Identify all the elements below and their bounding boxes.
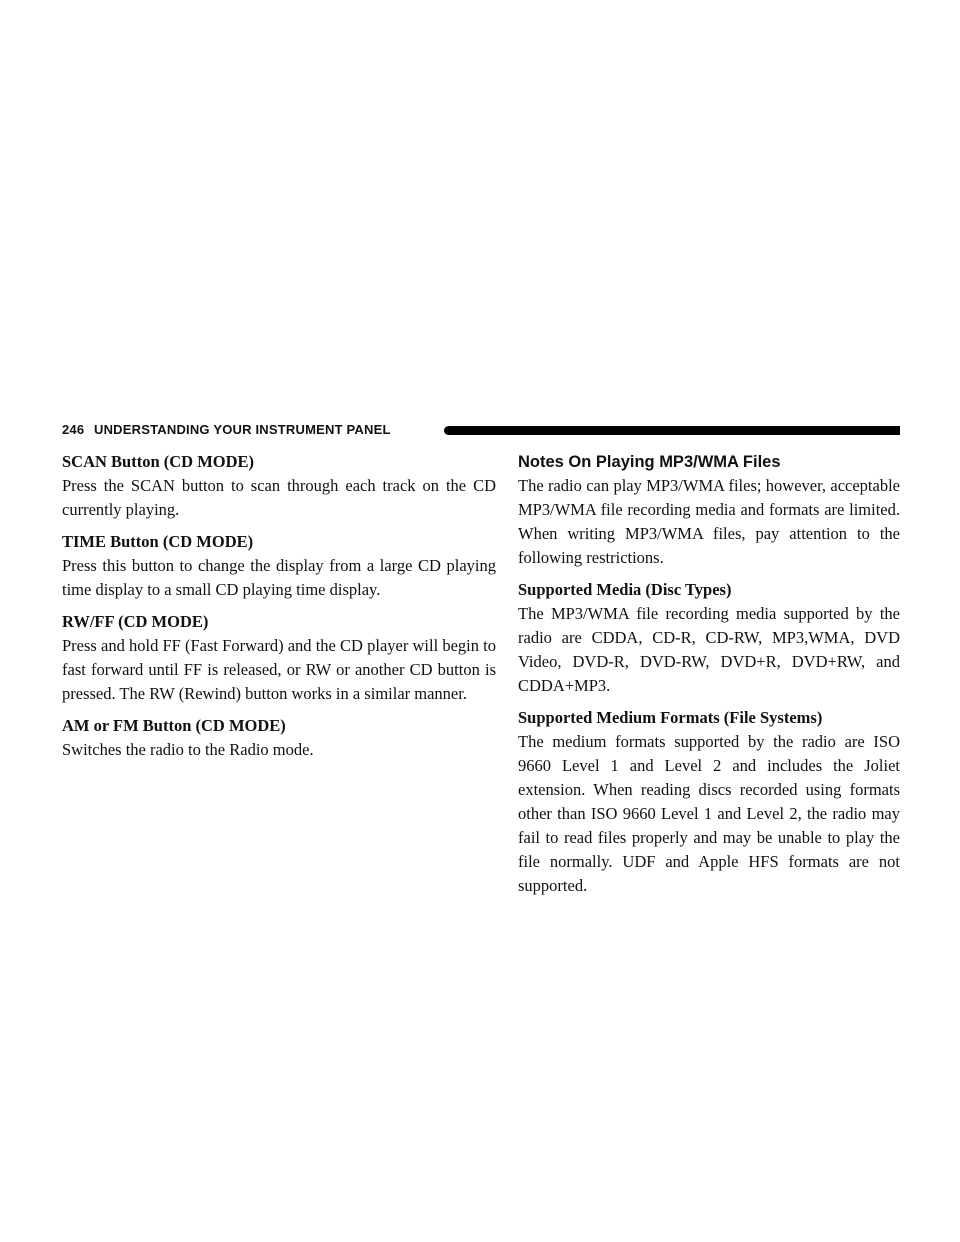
page-header — [62, 418, 900, 440]
section-body: Switches the radio to the Radio mode. — [62, 740, 314, 759]
section-heading: RW/FF (CD MODE) — [62, 612, 209, 631]
section-heading: TIME Button (CD MODE) — [62, 532, 254, 551]
section-heading: AM or FM Button (CD MODE) — [62, 716, 286, 735]
section-body: Press this button to change the display from a large CD playing time display to a small CD playing time display. — [62, 556, 496, 599]
notes-intro: The radio can play MP3/WMA files; however, acceptable MP3/WMA file recording media and formats are limited. When writing MP3/WMA files, pay attention to the following restrictions. — [518, 476, 900, 567]
rw-ff-section — [62, 610, 496, 706]
notes-title: Notes On Playing MP3/WMA Files — [518, 453, 781, 471]
section-heading: SCAN Button (CD MODE) — [62, 452, 255, 471]
supported-media-section — [518, 578, 900, 698]
page-number: 246 — [62, 422, 85, 437]
header-rule — [444, 426, 900, 435]
right-column — [518, 450, 900, 906]
section-body: The medium formats supported by the radio are ISO 9660 Level 1 and Level 2 and includes the Joliet extension. When reading discs recorded using formats other than ISO 9660 Level 1 and Level 2, the radio may fail to read files properly and may be unable to play the file normally. UDF and Apple HFS formats are not supported. — [518, 732, 900, 895]
time-button-section — [62, 530, 496, 602]
section-heading: Supported Media (Disc Types) — [518, 580, 732, 599]
section-body: Press and hold FF (Fast Forward) and the CD player will begin to fast forward until FF is released, or RW or another CD button is pressed. The RW (Rewind) button works in a similar manner. — [62, 636, 496, 703]
left-column — [62, 450, 496, 770]
scan-button-section — [62, 450, 496, 522]
am-fm-section — [62, 714, 496, 762]
section-title: UNDERSTANDING YOUR INSTRUMENT PANEL — [94, 422, 391, 437]
mp3-notes-intro — [518, 450, 900, 570]
supported-formats-section — [518, 706, 900, 898]
section-heading: Supported Medium Formats (File Systems) — [518, 708, 823, 727]
section-body: The MP3/WMA file recording media supported by the radio are CDDA, CD-R, CD-RW, MP3,WMA, DVD Video, DVD-R, DVD-RW, DVD+R, DVD+RW, and CDDA+MP3. — [518, 604, 900, 695]
section-body: Press the SCAN button to scan through each track on the CD currently playing. — [62, 476, 496, 519]
